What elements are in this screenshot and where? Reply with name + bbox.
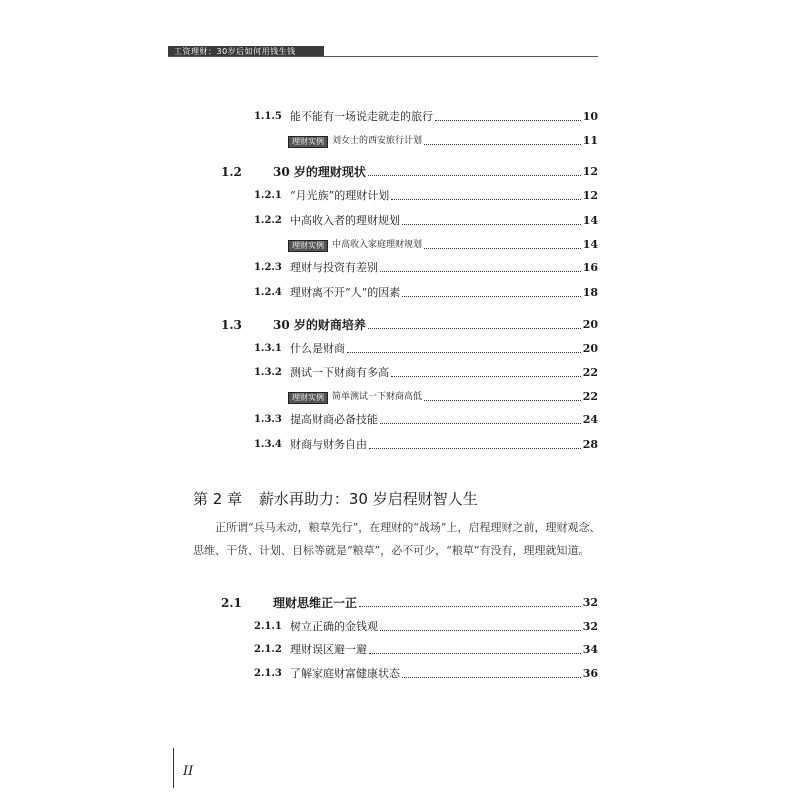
toc-section-number: 1.2.2 [254, 215, 282, 226]
footer-page-number: II [183, 764, 194, 779]
toc-title: 中高收入家庭理财规划 [332, 240, 423, 250]
toc-title: “月光族”的理财计划 [290, 189, 390, 202]
chapter-heading [193, 488, 478, 509]
toc-title: 什么是财商 [290, 342, 345, 355]
toc-page-number: 14 [582, 214, 598, 227]
footer-rule [173, 748, 174, 788]
toc-page-number: 12 [582, 165, 598, 178]
toc-leader-dots [380, 630, 581, 631]
toc-section-number: 1.3.2 [254, 367, 282, 378]
toc-page-number: 22 [582, 366, 598, 379]
header-rule [168, 56, 598, 57]
toc-title: 财商与财务自由 [290, 438, 367, 451]
toc-title: 测试一下财商有多高 [290, 366, 389, 379]
toc-entry[interactable] [254, 108, 598, 124]
running-header [168, 43, 598, 57]
toc-title: 30 岁的财商培养 [273, 318, 366, 332]
toc-entry[interactable] [254, 259, 598, 275]
toc-page-number: 14 [582, 238, 598, 251]
toc-leader-dots [424, 144, 581, 145]
toc-case-entry[interactable] [288, 388, 598, 404]
toc-title: 30 岁的理财现状 [273, 165, 366, 179]
case-badge: 理财实例 [288, 240, 328, 252]
toc-page-number: 28 [582, 438, 598, 451]
toc-entry[interactable] [221, 163, 598, 179]
toc-entry[interactable] [254, 665, 598, 681]
toc-section-number: 1.3 [221, 318, 242, 332]
toc-entry[interactable] [254, 436, 598, 452]
toc-entry[interactable] [254, 340, 598, 356]
chapter-intro: 正所谓“兵马未动，粮草先行”，在理财的“战场”上，启程理财之前，理财观念、思维、干货、计划、目标等就是“粮草”，必不可少，“粮草”有没有，理理就知道。 [193, 521, 601, 557]
toc-leader-dots [402, 677, 581, 678]
toc-leader-dots [368, 175, 581, 176]
toc-leader-dots [435, 120, 581, 121]
toc-section-number: 2.1 [221, 596, 242, 610]
toc-page-number: 18 [582, 286, 598, 299]
toc-section-number: 1.3.3 [254, 414, 282, 425]
running-title: 工资理财：30岁后如何用钱生钱 [168, 46, 324, 57]
toc-leader-dots [369, 448, 581, 449]
toc-case-entry[interactable] [288, 236, 598, 252]
toc-section-number: 2.1.3 [254, 668, 282, 679]
toc-page-number: 24 [582, 413, 598, 426]
toc-page-number: 34 [582, 643, 598, 656]
chapter-number: 第 2 章 [193, 490, 243, 508]
toc-section-number: 1.2.4 [254, 287, 282, 298]
toc-page-number: 32 [582, 620, 598, 633]
toc-section-number: 1.2 [221, 165, 242, 179]
case-badge: 理财实例 [288, 392, 328, 404]
toc-title: 刘女士的西安旅行计划 [332, 136, 423, 146]
toc-section-number: 2.1.1 [254, 621, 282, 632]
toc-title: 了解家庭财富健康状态 [290, 667, 400, 680]
toc-leader-dots [402, 296, 580, 297]
toc-section-number: 1.1.5 [254, 111, 282, 122]
toc-leader-dots [359, 606, 581, 607]
toc-leader-dots [380, 423, 581, 424]
toc-section-number: 1.2.3 [254, 262, 282, 273]
toc-title: 提高财商必备技能 [290, 413, 378, 426]
case-badge: 理财实例 [288, 136, 328, 148]
toc-leader-dots [368, 328, 581, 329]
toc-page-number: 10 [582, 110, 598, 123]
toc-section-number: 2.1.2 [254, 644, 282, 655]
toc-entry[interactable] [254, 411, 598, 427]
toc-section-number: 1.2.1 [254, 190, 282, 201]
toc-leader-dots [347, 352, 581, 353]
toc-section-number: 1.3.1 [254, 343, 282, 354]
toc-title: 理财误区避一避 [290, 643, 367, 656]
toc-page-number: 22 [582, 390, 598, 403]
toc-title: 理财思维正一正 [273, 596, 358, 610]
toc-page-number: 32 [582, 596, 598, 609]
toc-page-number: 20 [582, 318, 598, 331]
toc-leader-dots [424, 400, 581, 401]
toc-entry[interactable] [221, 316, 598, 332]
toc-title: 理财与投资有差别 [290, 261, 378, 274]
toc-leader-dots [391, 199, 580, 200]
toc-leader-dots [402, 224, 581, 225]
toc-title: 理财离不开“人”的因素 [290, 286, 401, 299]
toc-page-number: 36 [582, 667, 598, 680]
toc-entry[interactable] [254, 641, 598, 657]
toc-title: 树立正确的金钱观 [290, 620, 378, 633]
toc-leader-dots [380, 271, 581, 272]
toc-entry[interactable] [254, 284, 598, 300]
toc-leader-dots [391, 376, 581, 377]
toc-title: 简单测试一下财商高低 [332, 392, 423, 402]
chapter-title: 薪水再助力：30 岁启程财智人生 [258, 490, 478, 508]
toc-page-number: 20 [582, 342, 598, 355]
toc-title: 能不能有一场说走就走的旅行 [290, 110, 433, 123]
toc-page-number: 12 [582, 189, 598, 202]
toc-entry[interactable] [254, 187, 598, 203]
toc-section-number: 1.3.4 [254, 439, 282, 450]
toc-leader-dots [424, 248, 581, 249]
toc-entry[interactable] [254, 618, 598, 634]
toc-case-entry[interactable] [288, 132, 598, 148]
toc-page-number: 16 [582, 261, 598, 274]
toc-page-number: 11 [582, 134, 598, 147]
toc-entry[interactable] [254, 364, 598, 380]
toc-leader-dots [369, 653, 581, 654]
toc-entry[interactable] [254, 212, 598, 228]
toc-title: 中高收入者的理财规划 [290, 214, 400, 227]
toc-entry[interactable] [221, 594, 598, 610]
